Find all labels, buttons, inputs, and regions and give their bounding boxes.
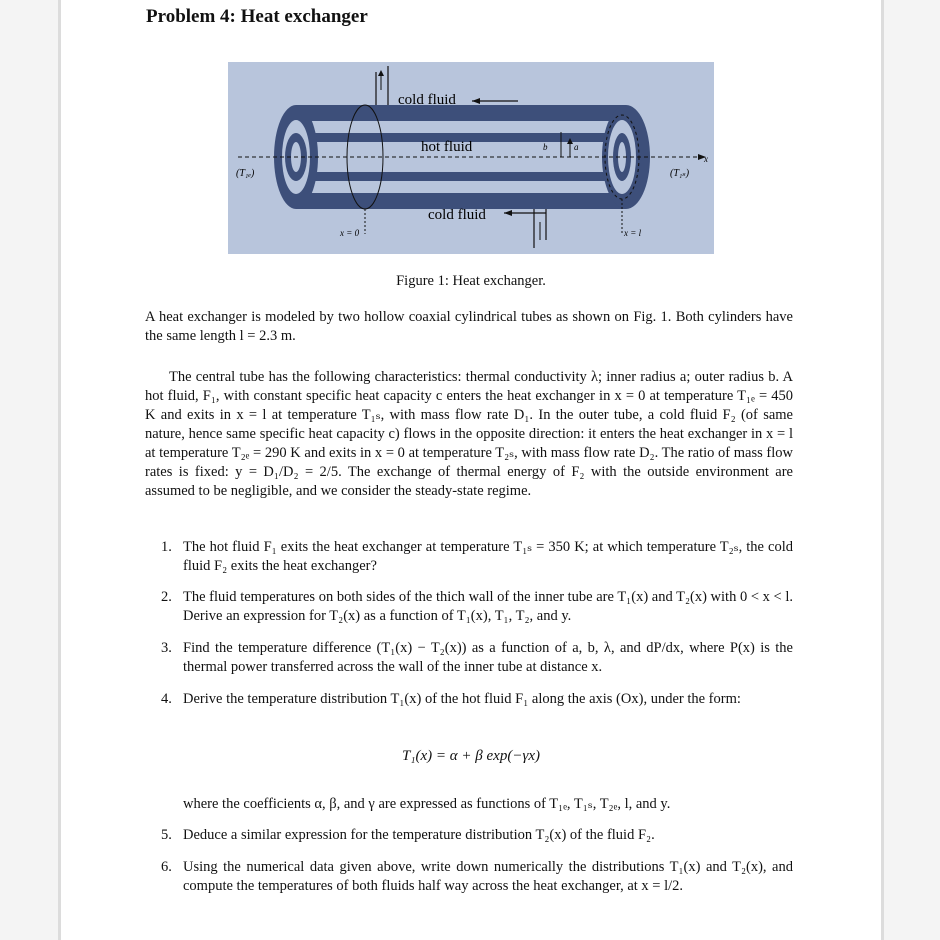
question-number: 1. — [161, 539, 172, 555]
label-hot-fluid: hot fluid — [421, 139, 473, 155]
intro-paragraph — [145, 308, 793, 346]
question-text: Derive the temperature distribution T₁(x) of the hot fluid F₁ along the axis (Ox), under the form: — [183, 691, 741, 707]
question-text: Using the numerical data given above, write down numerically the distributions T₁(x) and T₂(x), and compute the temperatures of both fluids half way across the heat exchanger, at x = l/2. — [183, 859, 793, 894]
description-text: The central tube has the following characteristics: thermal conductivity λ; inner radius a; outer radius b. A hot fluid, F₁, with constant specific heat capacity c enters the heat exchanger in x = 0 at temperature T₁ₑ = 450 K and exits in x = l at temperature T₁ₛ, with mass flow rate D₁. In the outer tube, a cold fluid F₂ (of same nature, hence same specific heat capacity c) flows in the opposite direction: it enters the heat exchanger in x = l at temperature T₂ₑ = 290 K and exits in x = 0 at temperature T₂ₛ, with mass flow rate D₂. The ratio of mass flow rates is fixed: y = D₁/D₂ = 2/5. The exchange of thermal energy of F₂ with the outside environment are assumed to be negligible, and we consider the steady-state regime. — [145, 369, 793, 499]
document-page — [61, 0, 881, 940]
top-flow-arrowhead — [378, 70, 384, 76]
question-text: The hot fluid F₁ exits the heat exchanger at temperature T₁ₛ = 350 K; at which temperature T₂ₛ, the cold fluid F₂ exits the heat exchanger? — [183, 539, 793, 574]
question-number: 3. — [161, 640, 172, 656]
intro-text: A heat exchanger is modeled by two hollow coaxial cylindrical tubes as shown on Fig. 1. Both cylinders have the same length l = 2.3 m. — [145, 309, 793, 344]
heat-exchanger-diagram — [228, 62, 714, 254]
question-number: 4. — [161, 691, 172, 707]
label-xl: x = l — [624, 228, 642, 238]
label-x-axis: x — [704, 154, 708, 164]
heat-exchanger-figure — [228, 62, 714, 254]
label-t-out: (T₁ₛ) — [670, 168, 690, 179]
label-a: a — [574, 142, 579, 152]
cold-bottom-arrowhead — [504, 210, 512, 216]
label-x0: x = 0 — [340, 228, 360, 238]
question-text: Deduce a similar expression for the temperature distribution T₂(x) of the fluid F₂. — [183, 827, 655, 843]
label-cold-fluid-bottom: cold fluid — [428, 207, 486, 223]
label-b: b — [543, 142, 548, 152]
right-scrollbar-area — [881, 0, 940, 940]
question-text: Find the temperature difference (T₁(x) − T₂(x)) as a function of a, b, λ, and dP/dx, where P(x) is the thermal power transferred across the wall of the inner tube at distance x. — [183, 640, 793, 675]
label-t-in: (T₁ₑ) — [236, 168, 255, 179]
left-margin — [0, 0, 61, 940]
label-cold-fluid-top: cold fluid — [398, 92, 456, 108]
figure-caption: Figure 1: Heat exchanger. — [396, 273, 546, 289]
question-text: The fluid temperatures on both sides of the thich wall of the inner tube are T₁(x) and T₂(x) with 0 < x < l. Derive an expression for T₂(x) as a function of T₁(x), T₁, T₂, and y. — [183, 589, 793, 624]
problem-title: Problem 4: Heat exchanger — [146, 6, 368, 27]
inner-tube-bottom-wall — [296, 172, 626, 181]
equation: T₁(x) = α + β exp(−γx) — [401, 748, 541, 764]
description-paragraph — [145, 368, 793, 501]
question-4-note: where the coefficients α, β, and γ are expressed as functions of T₁ₑ, T₁ₛ, T₂ₑ, l, and y. — [183, 796, 671, 812]
question-number: 6. — [161, 859, 172, 875]
question-number: 5. — [161, 827, 172, 843]
cold-top-arrowhead — [472, 98, 480, 104]
outer-tube-top-wall — [296, 105, 626, 121]
question-number: 2. — [161, 589, 172, 605]
